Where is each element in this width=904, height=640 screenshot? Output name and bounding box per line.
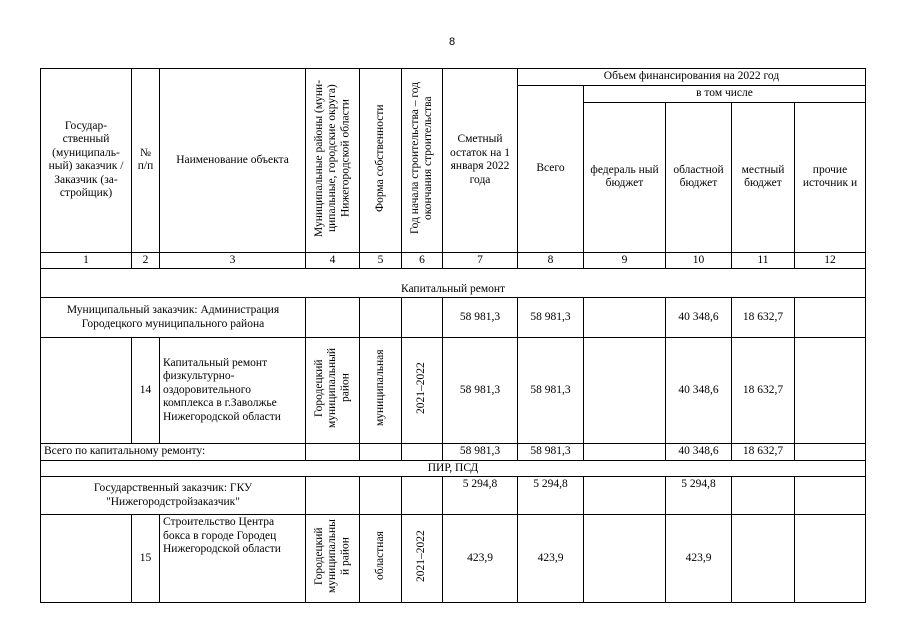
header-districts-cell [306, 69, 360, 253]
col-number: 3 [160, 252, 306, 269]
other-value [795, 298, 866, 338]
regional-value: 423,9 [666, 515, 732, 603]
col-number: 10 [666, 252, 732, 269]
local-value: 18 632,7 [732, 338, 795, 444]
local-value: 18 632,7 [732, 444, 795, 461]
header-funding: Объем финансирования на 2022 год [518, 69, 866, 86]
section-title-row [41, 269, 866, 298]
section-title-pir-psd: ПИР, ПСД [41, 460, 866, 477]
object-years-cell [402, 338, 443, 444]
header-ownership-cell [360, 69, 402, 253]
local-value: 18 632,7 [732, 298, 795, 338]
object-years-cell [402, 515, 443, 603]
federal-value [584, 444, 666, 461]
regional-value: 40 348,6 [666, 338, 732, 444]
object-district: Городецкий муниципальный район [312, 348, 352, 429]
header-row-1 [41, 69, 866, 86]
estimate-value: 5 294,8 [443, 477, 518, 515]
header-including: в том числе [584, 86, 866, 103]
other-value [795, 477, 866, 515]
object-ownership-cell [360, 338, 402, 444]
col-number: 6 [402, 252, 443, 269]
col-number: 5 [360, 252, 402, 269]
local-value [732, 477, 795, 515]
federal-value [584, 338, 666, 444]
other-value [795, 338, 866, 444]
federal-value [584, 298, 666, 338]
object-name: Строительство Центра бокса в городе Городец Нижегородской области [160, 515, 306, 603]
total-row [41, 444, 866, 461]
object-years: 2021–2022 [415, 530, 428, 583]
total-value: 5 294,8 [518, 477, 584, 515]
total-value: 58 981,3 [518, 298, 584, 338]
section-title-row [41, 460, 866, 477]
col-number: 12 [795, 252, 866, 269]
header-districts: Муниципальные районы (муни-ципальные, городские округа) Нижегородской области [312, 79, 352, 237]
header-object-name: Наименование объекта [160, 69, 306, 253]
other-value [795, 515, 866, 603]
header-federal: федераль ный бюджет [584, 102, 666, 252]
object-number: 14 [132, 338, 160, 444]
header-estimate: Сметный остаток на 1 января 2022 года [443, 69, 518, 253]
header-local: местный бюджет [732, 102, 795, 252]
estimate-value: 58 981,3 [443, 338, 518, 444]
object-district-cell [306, 338, 360, 444]
col-number: 9 [584, 252, 666, 269]
other-value [795, 444, 866, 461]
financing-table [40, 68, 866, 603]
customer-row [41, 477, 866, 515]
header-years: Год начала строительства – год окончания строительства [408, 81, 434, 235]
object-number: 15 [132, 515, 160, 603]
header-total: Всего [518, 86, 584, 253]
total-value: 58 981,3 [518, 338, 584, 444]
customer-label: Государственный заказчик: ГКУ "Нижегородстройзаказчик" [41, 477, 306, 515]
object-ownership: муниципальная [373, 350, 386, 427]
estimate-value: 423,9 [443, 515, 518, 603]
regional-value: 5 294,8 [666, 477, 732, 515]
col-number: 8 [518, 252, 584, 269]
object-name: Капитальный ремонт физкультурно-оздоровительного комплекса в г.Заволжье Нижегородской области [160, 338, 306, 444]
object-row [41, 338, 866, 444]
local-value [732, 515, 795, 603]
object-district-cell [306, 515, 360, 603]
header-regional: областной бюджет [666, 102, 732, 252]
object-district: Городецкий муниципальны й район [312, 519, 352, 594]
customer-label: Муниципальный заказчик: Администрация Городецкого муниципального района [41, 298, 306, 338]
estimate-value: 58 981,3 [443, 298, 518, 338]
header-customer: Государ-ственный (муниципаль-ный) заказчик / Заказчик (за-стройщик) [41, 69, 132, 253]
header-num: № п/п [132, 69, 160, 253]
header-ownership: Форма собственности [373, 104, 386, 212]
col-number: 7 [443, 252, 518, 269]
object-ownership-cell [360, 515, 402, 603]
total-value: 423,9 [518, 515, 584, 603]
col-number: 1 [41, 252, 132, 269]
col-number: 11 [732, 252, 795, 269]
federal-value [584, 477, 666, 515]
total-label: Всего по капитальному ремонту: [41, 444, 306, 461]
object-ownership: областная [373, 532, 386, 581]
header-years-cell [402, 69, 443, 253]
col-number: 4 [306, 252, 360, 269]
estimate-value: 58 981,3 [443, 444, 518, 461]
header-other: прочие источник и [795, 102, 866, 252]
federal-value [584, 515, 666, 603]
object-row [41, 515, 866, 603]
object-years: 2021–2022 [415, 362, 428, 415]
customer-row [41, 298, 866, 338]
section-title-capital-repair: Капитальный ремонт [41, 269, 866, 298]
page-number: 8 [448, 36, 456, 48]
total-value: 58 981,3 [518, 444, 584, 461]
col-number: 2 [132, 252, 160, 269]
regional-value: 40 348,6 [666, 444, 732, 461]
regional-value: 40 348,6 [666, 298, 732, 338]
column-numbers-row [41, 252, 866, 269]
